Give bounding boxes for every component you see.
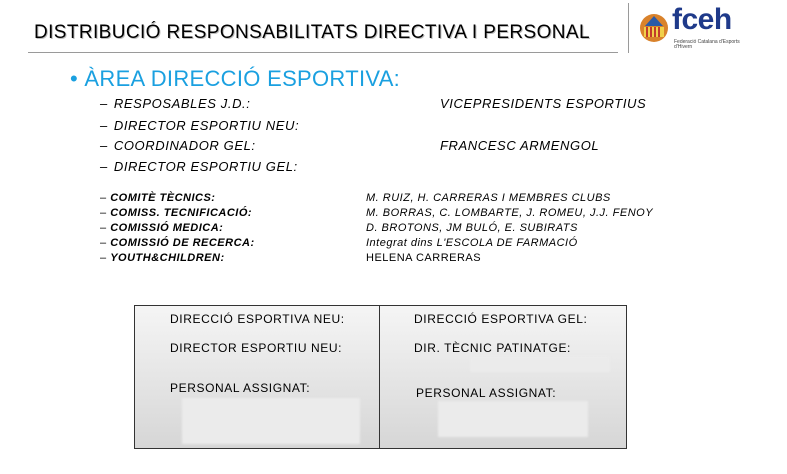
role-value: VICEPRESIDENTS ESPORTIUS	[440, 96, 647, 111]
committee-value: HELENA CARRERAS	[366, 252, 482, 264]
committee-label: YOUTH&CHILDREN:	[110, 252, 225, 264]
logo-subtitle: Federació Catalana d'Esports d'Hivern	[674, 39, 740, 50]
role-label: DIRECTOR ESPORTIU GEL:	[113, 159, 298, 174]
logo-wordmark: fceh	[672, 3, 732, 36]
section-heading: • ÀREA DIRECCIÓ ESPORTIVA:	[70, 66, 401, 91]
role-label: DIRECTOR ESPORTIU NEU:	[113, 118, 300, 133]
logo-separator	[628, 3, 629, 53]
fceh-logo	[638, 3, 748, 52]
role-row: – DIRECTOR ESPORTIU NEU:	[100, 118, 300, 133]
committee-value: M. BORRAS, C. LOMBARTE, J. ROMEU, J.J. FENOY	[366, 207, 654, 219]
role-row: – DIRECTOR ESPORTIU GEL:	[100, 159, 298, 174]
role-row: – COORDINADOR GEL:	[100, 138, 256, 153]
role-label: RESPOSABLES J.D.:	[113, 96, 251, 111]
ice-staff-label: PERSONAL ASSIGNAT:	[416, 386, 557, 400]
role-label: COORDINADOR GEL:	[113, 138, 256, 153]
committee-label: COMITÈ TÈCNICS:	[110, 192, 216, 204]
role-value: FRANCESC ARMENGOL	[440, 138, 600, 153]
ice-technical-director-label: DIR. TÈCNIC PATINATGE:	[414, 341, 571, 355]
org-box-divider	[379, 305, 380, 449]
committee-row: – COMISS. TECNIFICACIÓ:	[100, 207, 253, 219]
page-title: DISTRIBUCIÓ RESPONSABILITATS DIRECTIVA I PERSONAL	[34, 22, 590, 43]
redacted-area	[182, 398, 360, 444]
fceh-emblem-icon	[638, 12, 670, 44]
committee-label: COMISSIÓ MEDICA:	[110, 222, 224, 234]
committee-row: – COMISSIÓ MEDICA:	[100, 222, 224, 234]
snow-director-label: DIRECTOR ESPORTIU NEU:	[170, 341, 343, 355]
ice-direction-title: DIRECCIÓ ESPORTIVA GEL:	[414, 312, 588, 326]
committee-value: D. BROTONS, JM BULÓ, E. SUBIRATS	[366, 222, 578, 234]
header-divider	[28, 52, 618, 53]
committee-value: Integrat dins L'ESCOLA DE FARMACIÓ	[366, 237, 578, 249]
redacted-area	[470, 356, 610, 372]
committee-row: – COMISSIÓ DE RECERCA:	[100, 237, 255, 249]
committee-row: – YOUTH&CHILDREN:	[100, 252, 225, 264]
role-row: – RESPOSABLES J.D.:	[100, 96, 251, 111]
redacted-area	[438, 401, 588, 437]
snow-direction-title: DIRECCIÓ ESPORTIVA NEU:	[170, 312, 345, 326]
committee-label: COMISSIÓ DE RECERCA:	[110, 237, 255, 249]
committee-label: COMISS. TECNIFICACIÓ:	[110, 207, 253, 219]
committee-row: – COMITÈ TÈCNICS:	[100, 192, 216, 204]
snow-staff-label: PERSONAL ASSIGNAT:	[170, 381, 311, 395]
committee-value: M. RUIZ, H. CARRERAS I MEMBRES CLUBS	[366, 192, 611, 204]
